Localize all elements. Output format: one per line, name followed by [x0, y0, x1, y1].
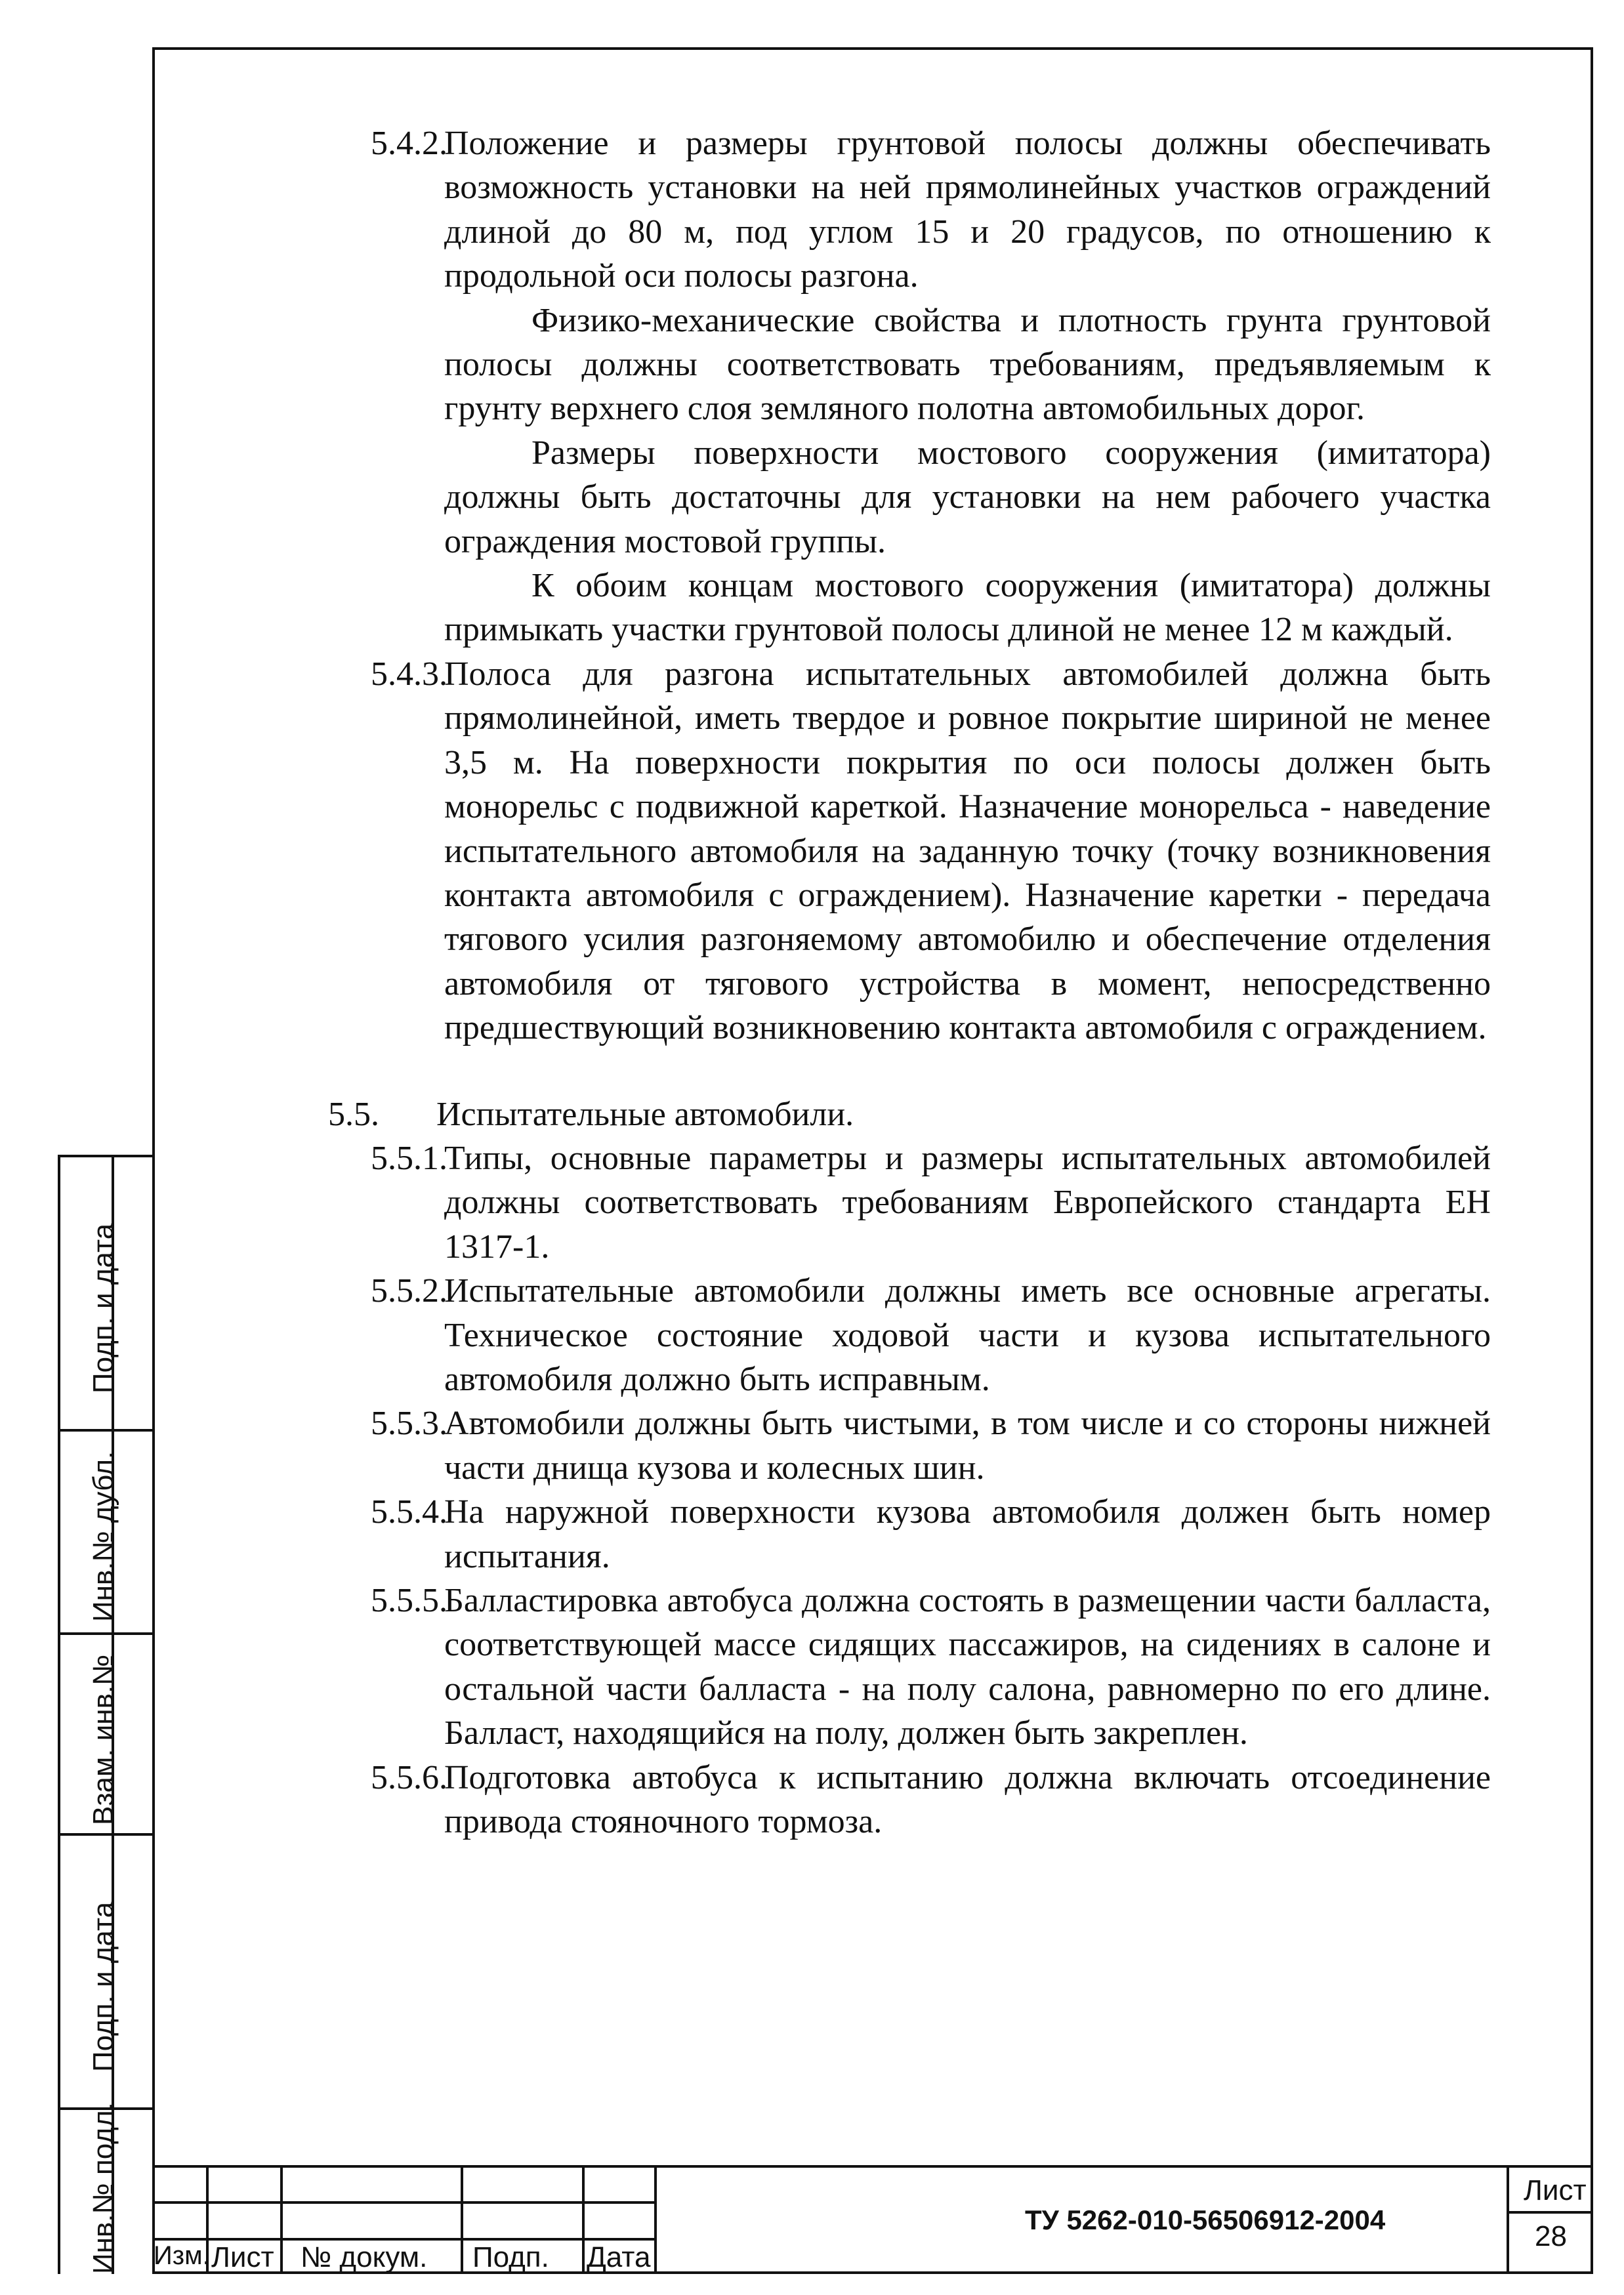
sidebar-cell-podp-data-top: [60, 1155, 155, 1429]
stamp-line: [152, 2201, 654, 2204]
section-title: Испытательные автомобили.: [436, 1095, 854, 1133]
stamp-line: [461, 2165, 463, 2274]
left-margin-stamp: [58, 1155, 152, 2274]
section-number: 5.5.: [328, 1095, 379, 1133]
paragraph: К обоим концам мостового сооружения (имитатора) должны примыкать участки грунтовой полосы длиной не менее 12 м каждый.: [444, 567, 1491, 649]
clause-number: 5.5.2.: [371, 1272, 448, 1310]
clause-5-5-5: [328, 1579, 1491, 1756]
sidebar-cell-vzam-inv: [60, 1632, 155, 1833]
stamp-line: [654, 2165, 657, 2274]
sidebar-label: Инв.№ подл.: [87, 2102, 119, 2274]
clause-number: 5.5.6.: [371, 1758, 448, 1796]
stamp-col-data: Дата: [587, 2241, 651, 2273]
section-5-5-heading: [328, 1092, 1491, 1136]
document-body: [328, 121, 1491, 1844]
clause-text: Полоса для разгона испытательных автомобилей должна быть прямолинейной, иметь твердое и ровное покрытие шириной не менее 3,5 м. На поверхности покрытия по оси полосы должен быть монорельс с подвижной кареткой. Назначение монорельса - наведение испытательного автомобиля на заданную точку (точку возникновения контакта автомобиля с ограждением). Назначение каретки - передача тягового усилия разгоняемому автомобилю и обеспечение отделения автомобиля от тягового устройства в момент, непосредственно предшествующий возникновению контакта автомобиля с ограждением.: [444, 655, 1491, 1047]
stamp-line: [152, 2238, 654, 2241]
clause-text: Балластировка автобуса должна состоять в размещении части балласта, соответствующей массе сидящих пассажиров, на сидениях в салоне и остальной части балласта - на полу салона, равномерно по его длине. Балласт, находящийся на полу, должен быть закреплен.: [444, 1582, 1491, 1752]
sheet-label: Лист: [1524, 2174, 1587, 2206]
clause-number: 5.5.3.: [371, 1405, 448, 1443]
sheet-number: 28: [1535, 2220, 1567, 2252]
paragraph: Физико-механические свойства и плотность грунта грунтовой полосы должны соответствовать требованиям, предъявляемым к грунту верхнего слоя земляного полотна автомобильных дорог.: [444, 301, 1491, 428]
clause-number: 5.4.3.: [371, 655, 448, 693]
clause-text: Положение и размеры грунтовой полосы должны обеспечивать возможность установки на ней прямолинейных участков ограждений длиной до 80 м, под углом 15 и 20 градусов, по отношению к продольной оси полосы разгона.: [444, 125, 1491, 295]
stamp-line: [152, 2165, 1593, 2168]
stamp-line: [280, 2165, 283, 2274]
clause-number: 5.4.2.: [371, 125, 448, 162]
sidebar-cell-inv-podl: [60, 2102, 155, 2274]
sidebar-label: Подп. и дата: [87, 1901, 119, 2072]
stamp-line: [1507, 2165, 1509, 2274]
stamp-line: [582, 2165, 585, 2274]
paragraph: Размеры поверхности мостового сооружения (имитатора) должны быть достаточны для установки на нем рабочего участка ограждения мостовой группы.: [444, 434, 1491, 560]
clause-5-5-6: [328, 1756, 1491, 1844]
sidebar-label: Подп. и дата: [87, 1223, 119, 1394]
stamp-col-izm: Изм.: [154, 2241, 210, 2270]
clause-number: 5.5.4.: [371, 1493, 448, 1531]
sidebar-cell-inv-dubl: [60, 1429, 155, 1632]
clause-text: Типы, основные параметры и размеры испытательных автомобилей должны соответствовать требованиям Европейского стандарта ЕН 1317-1.: [444, 1139, 1491, 1266]
sidebar-label: Инв.№ дубл.: [87, 1451, 119, 1622]
clause-text: Автомобили должны быть чистыми, в том числе и со стороны нижней части днища кузова и колесных шин.: [444, 1405, 1491, 1487]
clause-5-4-2: [328, 121, 1491, 299]
clause-5-5-4: [328, 1490, 1491, 1579]
clause-text: На наружной поверхности кузова автомобиля должен быть номер испытания.: [444, 1493, 1491, 1575]
title-block: [152, 2165, 1593, 2274]
clause-number: 5.5.5.: [371, 1582, 448, 1619]
document-designation: ТУ 5262-010-56506912-2004: [1025, 2204, 1386, 2235]
clause-5-5-1: [328, 1136, 1491, 1269]
sidebar-cell-podp-data-bottom: [60, 1833, 155, 2107]
stamp-col-podp: Подп.: [472, 2241, 549, 2273]
clause-number: 5.5.1.: [371, 1139, 448, 1177]
clause-5-5-2: [328, 1269, 1491, 1401]
clause-text: Подготовка автобуса к испытанию должна включать отсоединение привода стояночного тормоза.: [444, 1758, 1491, 1841]
stamp-col-doc: № докум.: [301, 2241, 428, 2273]
sidebar-label: Взам. инв.№: [87, 1654, 119, 1825]
clause-5-5-3: [328, 1401, 1491, 1490]
stamp-line: [1507, 2211, 1593, 2214]
stamp-col-list: Лист: [211, 2241, 274, 2273]
clause-text: Испытательные автомобили должны иметь все основные агрегаты. Техническое состояние ходовой части и кузова испытательного автомобиля должно быть исправным.: [444, 1272, 1491, 1398]
clause-5-4-3: [328, 652, 1491, 1050]
